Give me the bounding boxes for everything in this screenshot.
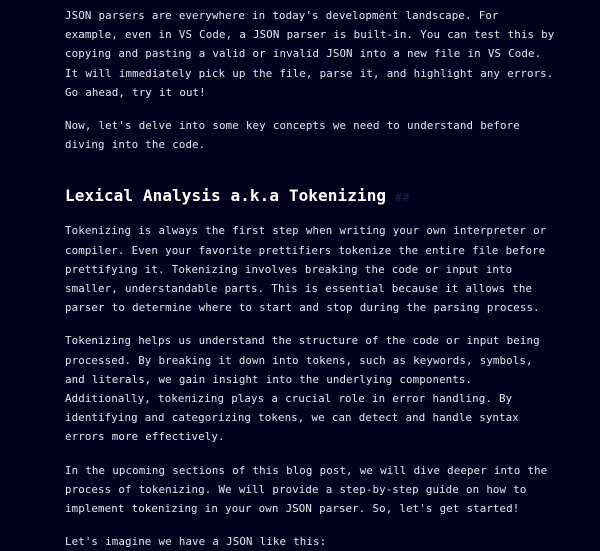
paragraph-upcoming-sections: In the upcoming sections of this blog post, we will dive deeper into the process of tokenizing. We will provide a step-by-step guide on how to implement tokenizing in your own JSON parser. So, let's get started! [65,463,555,516]
heading-anchor-link-icon[interactable]: ## [395,191,411,205]
paragraph-tokenizing-structure: Tokenizing helps us understand the structure of the code or input being processed. By breaking it down into tokens, such as keywords, symbols, and literals, we gain insight into the underlying components. Additionally, tokenizing plays a crucial role in error handling. By identifying and categorizing tokens, we can detect and handle syntax errors more effectively. [65,334,547,444]
paragraph-lets-imagine: Let's imagine we have a JSON like this: [65,535,327,549]
paragraph-intro-json-parsers: JSON parsers are everywhere in today's development landscape. For example, even in VS Code, a JSON parser is built-in. You can test this by copying and pasting a valid or invalid JSON into a new file in VS Code. It will immediately pick up the file, parse it, and highlight any errors. Go ahead, try it out! [65,9,562,99]
section-heading-lexical-analysis [65,186,555,208]
page-section-title: Lexical Analysis a.k.a Tokenizing [65,186,387,206]
article-body [0,6,600,551]
paragraph-intro-key-concepts: Now, let's delve into some key concepts we need to understand before diving into the code. [65,119,527,152]
paragraph-tokenizing-first-step: Tokenizing is always the first step when writing your own interpreter or compiler. Even your favorite prettifiers tokenize the entire file before prettifying it. Tokenizing involves breaking the code or input into smaller, understandable parts. This is essential because it allows the parser to determine where to start and stop during the parsing process. [65,224,554,315]
